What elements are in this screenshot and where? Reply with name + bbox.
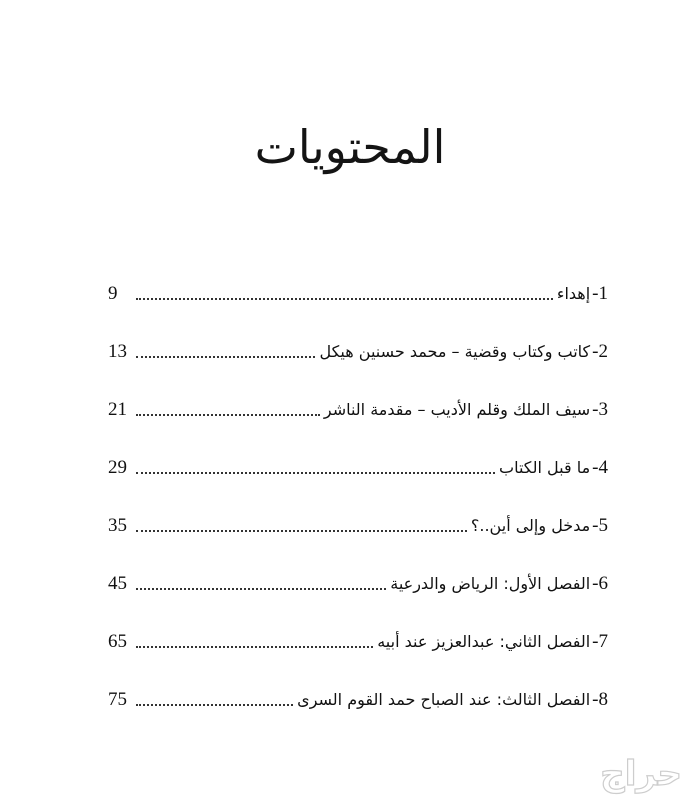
entry-page-number: 45 [108,573,127,594]
toc-entry-8 [108,689,608,747]
toc-entry-6 [108,573,608,631]
dot-leader [136,399,320,416]
entry-page-number: 65 [108,631,127,652]
dot-leader [136,515,467,532]
haraj-watermark: حراج [600,754,682,794]
entry-page-number: 9 [108,283,118,304]
dot-leader [136,631,373,648]
entry-title: الفصل الثالث: عند الصباح حمد القوم السرى [297,690,591,709]
entry-title: مدخل وإلى أين..؟ [470,516,591,535]
table-of-contents [108,283,608,747]
dot-leader [136,573,386,590]
dot-leader [136,341,315,358]
entry-title: الفصل الثاني: عبدالعزيز عند أبيه [377,632,591,651]
dot-leader [136,283,553,300]
entry-number: 7- [592,631,608,652]
entry-title: إهداء [556,284,591,303]
entry-page-number: 75 [108,689,127,710]
entry-number: 8- [592,689,608,710]
entry-number: 1- [592,283,608,304]
entry-page-number: 29 [108,457,127,478]
entry-title: الفصل الأول: الرياض والدرعية [390,574,591,593]
toc-entry-4 [108,457,608,515]
entry-page-number: 13 [108,341,127,362]
toc-entry-5 [108,515,608,573]
entry-number: 3- [592,399,608,420]
page-title: المحتويات [254,120,446,174]
entry-title: سيف الملك وقلم الأديب – مقدمة الناشر [323,400,591,419]
entry-number: 5- [592,515,608,536]
entry-title: ما قبل الكتاب [499,458,591,477]
entry-page-number: 35 [108,515,127,536]
toc-entry-7 [108,631,608,689]
entry-number: 6- [592,573,608,594]
toc-entry-3 [108,399,608,457]
entry-number: 2- [592,341,608,362]
entry-number: 4- [592,457,608,478]
entry-page-number: 21 [108,399,127,420]
toc-entry-1 [108,283,608,341]
toc-entry-2 [108,341,608,399]
dot-leader [136,457,495,474]
dot-leader [136,689,293,706]
entry-title: كاتب وكتاب وقضية – محمد حسنين هيكل [319,342,591,361]
